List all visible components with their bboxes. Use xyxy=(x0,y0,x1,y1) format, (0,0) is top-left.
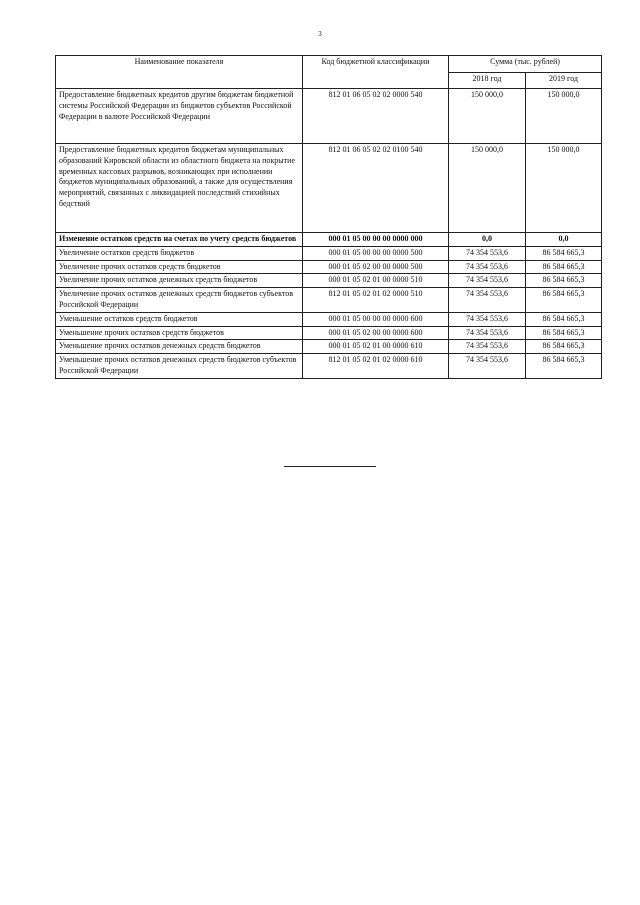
row-code: 000 01 05 02 00 00 0000 600 xyxy=(303,326,449,340)
row-value-2018: 74 354 553,6 xyxy=(449,274,526,288)
table-row xyxy=(56,89,602,144)
header-code: Код бюджетной классификации xyxy=(303,56,449,89)
row-name: Предоставление бюджетных кредитов бюджетам муниципальных образований Кировской области из областного бюджета на покрытие временных кассовых разрывов, возникающих при исполнении бюджетов муниципальных образований, а также для осуществления мероприятий, связанных с ликвидацией последствий стихийных бедствий xyxy=(56,144,303,233)
table-row xyxy=(56,326,602,340)
row-name: Изменение остатков средств на счетах по учету средств бюджетов xyxy=(56,233,303,247)
row-value-2018: 0,0 xyxy=(449,233,526,247)
table-row xyxy=(56,233,602,247)
row-name: Уменьшение прочих остатков средств бюджетов xyxy=(56,326,303,340)
header-year-2019: 2019 год xyxy=(526,72,602,89)
end-of-document-line xyxy=(284,466,376,467)
row-code: 000 01 05 00 00 00 0000 500 xyxy=(303,246,449,260)
table-row xyxy=(56,144,602,233)
header-row-1 xyxy=(56,56,602,73)
row-name: Уменьшение прочих остатков денежных средств бюджетов субъектов Российской Федерации xyxy=(56,354,303,379)
row-value-2018: 74 354 553,6 xyxy=(449,312,526,326)
table-row xyxy=(56,288,602,313)
row-code: 000 01 05 02 01 00 0000 610 xyxy=(303,340,449,354)
row-name: Предоставление бюджетных кредитов другим бюджетам бюджетной системы Российской Федерации из бюджетов субъектов Российской Федерации в валюте Российской Федерации xyxy=(56,89,303,144)
row-name: Увеличение прочих остатков денежных средств бюджетов xyxy=(56,274,303,288)
row-value-2018: 74 354 553,6 xyxy=(449,354,526,379)
row-value-2019: 86 584 665,3 xyxy=(526,354,602,379)
row-name: Увеличение прочих остатков денежных средств бюджетов субъектов Российской Федерации xyxy=(56,288,303,313)
row-code: 000 01 05 02 00 00 0000 500 xyxy=(303,260,449,274)
table-row xyxy=(56,340,602,354)
header-sum: Сумма (тыс. рублей) xyxy=(449,56,602,73)
row-value-2018: 74 354 553,6 xyxy=(449,326,526,340)
row-value-2019: 86 584 665,3 xyxy=(526,288,602,313)
header-indicator: Наименование показателя xyxy=(56,56,303,89)
row-value-2018: 150 000,0 xyxy=(449,89,526,144)
row-code: 812 01 06 05 02 02 0100 540 xyxy=(303,144,449,233)
table-row xyxy=(56,260,602,274)
row-value-2019: 86 584 665,3 xyxy=(526,246,602,260)
row-code: 000 01 05 00 00 00 0000 000 xyxy=(303,233,449,247)
row-code: 000 01 05 00 00 00 0000 600 xyxy=(303,312,449,326)
row-value-2019: 86 584 665,3 xyxy=(526,260,602,274)
row-name: Уменьшение прочих остатков денежных средств бюджетов xyxy=(56,340,303,354)
row-name: Увеличение остатков средств бюджетов xyxy=(56,246,303,260)
table-row xyxy=(56,312,602,326)
row-code: 812 01 06 05 02 02 0000 540 xyxy=(303,89,449,144)
table-row xyxy=(56,246,602,260)
row-value-2018: 74 354 553,6 xyxy=(449,246,526,260)
budget-sources-table xyxy=(55,55,602,379)
row-code: 812 01 05 02 01 02 0000 510 xyxy=(303,288,449,313)
row-value-2019: 86 584 665,3 xyxy=(526,326,602,340)
table-row xyxy=(56,274,602,288)
row-name: Увеличение прочих остатков средств бюджетов xyxy=(56,260,303,274)
row-value-2018: 74 354 553,6 xyxy=(449,288,526,313)
row-value-2018: 74 354 553,6 xyxy=(449,260,526,274)
row-code: 812 01 05 02 01 02 0000 610 xyxy=(303,354,449,379)
page-number: 3 xyxy=(318,30,322,38)
row-value-2019: 0,0 xyxy=(526,233,602,247)
row-name: Уменьшение остатков средств бюджетов xyxy=(56,312,303,326)
row-value-2019: 150 000,0 xyxy=(526,89,602,144)
table-row xyxy=(56,354,602,379)
row-value-2018: 150 000,0 xyxy=(449,144,526,233)
row-value-2019: 86 584 665,3 xyxy=(526,312,602,326)
header-year-2018: 2018 год xyxy=(449,72,526,89)
row-code: 000 01 05 02 01 00 0000 510 xyxy=(303,274,449,288)
row-value-2019: 86 584 665,3 xyxy=(526,274,602,288)
row-value-2018: 74 354 553,6 xyxy=(449,340,526,354)
row-value-2019: 86 584 665,3 xyxy=(526,340,602,354)
row-value-2019: 150 000,0 xyxy=(526,144,602,233)
